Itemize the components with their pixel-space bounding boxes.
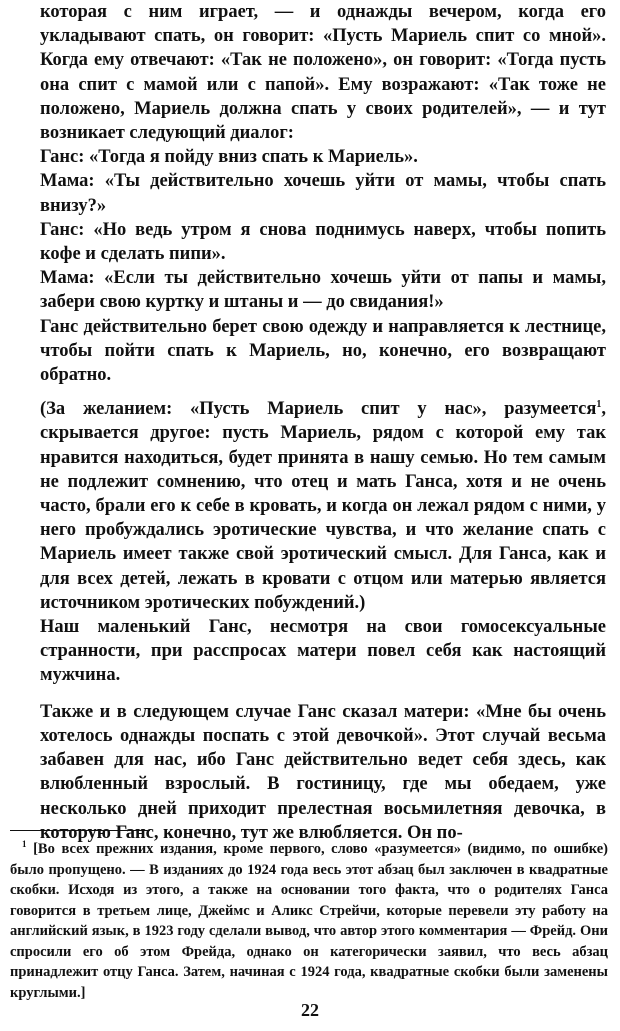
footnote-ref[interactable]: 1 (596, 399, 602, 411)
paragraph: Наш маленький Ганс, несмотря на свои гомосексуальные странности, при расспросах матери повел себя как настоящий мужчина. (40, 617, 606, 686)
bracket-text-start: (За желанием: «Пусть Мариель спит у нас», разумеется (40, 399, 597, 420)
footnote (10, 839, 608, 1003)
footnote-divider (10, 830, 150, 831)
footnote-marker: 1 (22, 839, 27, 850)
paragraph: Ганс действительно берет свою одежду и направляется к лестнице, чтобы пойти спать к Мариель, но, конечно, его возвращают обратно. (40, 316, 606, 386)
main-text (40, 0, 606, 845)
paragraph: Также и в следующем случае Ганс сказал матери: «Мне бы очень хотелось однажды поспать с этой девочкой». Этот случай весьма забавен для нас, ибо Ганс действительно ведет себя здесь, как влюбленный взрослый. В гостиницу, где мы обедаем, уже несколько дней приходит прелестная восьмилетняя девочка, в которую Ганс, конечно, тут же влюбляется. Он по- (40, 701, 606, 843)
page-number: 22 (301, 1000, 319, 1020)
bracket-text-end: , скрывается другое: пусть Мариель, рядом с которой ему так нравится находиться, будет принята в нашу семью. Но тем самым не подлежит сомнению, что отец и мать Ганса, хотя и не очень часто, брали его к себе в кровать, и когда он лежал рядом с ними, у него пробуждались эротические чувства, и что желание спать с Мариель имеет также свой эротический смысл. Для Ганса, как и для всех детей, лежать в кровати с отцом или матерью является источником эротических побуждений.) (40, 399, 606, 613)
dialog-line: Мама: «Если ты действительно хочешь уйти от папы и мамы, забери свою куртку и штаны и — до свидания!» (40, 268, 606, 313)
footnote-text: [Во всех прежних издания, кроме первого, слово «разумеется» (видимо, по ошибке) было пропущено. — В изданиях до 1924 года весь этот абзац был заключен в квадратные скобки. Исходя из этого, а также на основании того факта, что о родителях Ганса говорится в третьем лице, Джеймс и Аликс Стрейчи, которые перевели эту работу на английский язык, в 1923 году сделали вывод, что автор этого комментария — Фрейд. Они спросили его об этом Фрейда, однако он категорически заявил, что весь абзац принадлежит отцу Ганса. Затем, начиная с 1924 года, квадратные скобки были заменены круглыми.] (10, 841, 608, 1001)
bracket-paragraph (40, 397, 606, 615)
dialog-line: Ганс: «Но ведь утром я снова поднимусь наверх, чтобы попить кофе и сделать пипи». (40, 219, 606, 265)
dialog-line: Ганс: «Тогда я пойду вниз спать к Мариель». (40, 147, 418, 168)
dialog-line: Мама: «Ты действительно хочешь уйти от мамы, чтобы спать внизу?» (40, 171, 606, 216)
paragraph: которая с ним играет, — и однажды вечером, когда его укладывают спать, он говорит: «Пусть Мариель спит со мной». Когда ему отвечают: «Так не положено», он говорит: «Тогда пусть она спит с мамой или с папой». Ему возражают: «Так тоже не положено, Мариель должна спать у своих родителей», — и тут возникает следующий диалог: (40, 2, 606, 144)
